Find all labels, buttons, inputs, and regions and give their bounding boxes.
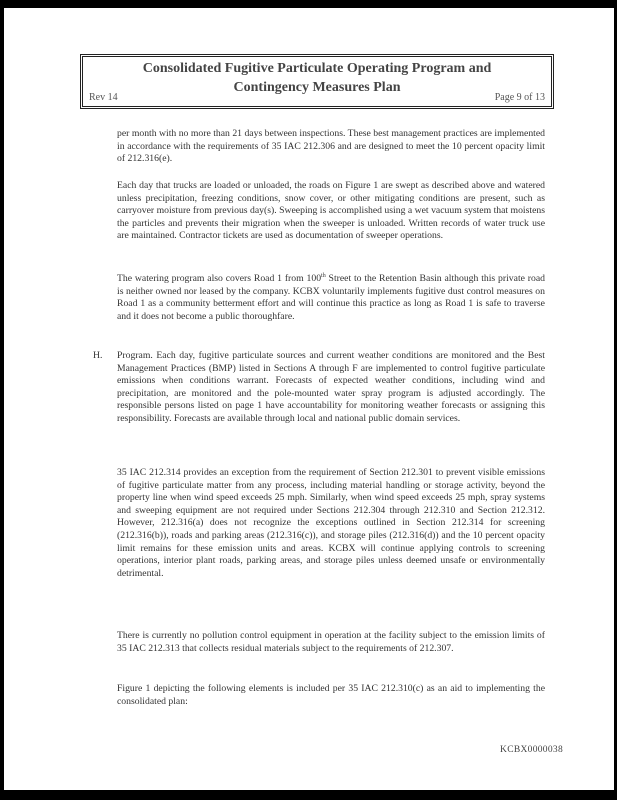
scan-edge-left: [0, 0, 4, 800]
paragraph-road-1-watering: [117, 270, 545, 324]
scan-edge-bottom: [0, 790, 617, 800]
paragraph-pollution-control: There is currently no pollution control equipment in operation at the facility subject to the emission limits of 35 IAC 212.313 that collects residual materials subject to the requirements of 212.307.: [117, 630, 545, 654]
header-title-line1: Consolidated Fugitive Particulate Operating Program and: [142, 61, 492, 76]
paragraph-program: Program. Each day, fugitive particulate sources and current weather conditions are monitored and the Best Management Practices (BMP) listed in Sections A through F are implemented to control fugitive particulate emissions when conditions warrant. Forecasts of expected weather conditions, including wind and precipitation, are monitored and the pole-mounted water spray program is adjusted accordingly. The responsible persons listed on page 1 have accountability for monitoring weather forecasts or assigning this responsibility. Forecasts are available through local and national public domain services.: [117, 350, 545, 424]
scan-edge-top: [0, 0, 617, 8]
road-1-text-end: Street to the Retention Basin although this private road is neither owned nor leased by the company. KCBX voluntarily implements fugitive dust control measures on Road 1 as a community betterment effort and will continue this practice as long as Road 1 is safe to traverse and it does not become a public thoroughfare.: [117, 273, 545, 323]
paragraph-bmp-continued: per month with no more than 21 days between inspections. These best management practices are implemented in accordance with the requirements of 35 IAC 212.306 and are designed to meet the 10 percent opacity limit of 212.316(e).: [117, 128, 545, 165]
paragraph-figure-1: Figure 1 depicting the following elements is included per 35 IAC 212.310(c) as an aid to implementing the consolidated plan:: [117, 683, 545, 707]
road-1-text-start: The watering program also covers Road 1 from 100: [117, 273, 322, 285]
header-title-line2: Contingency Measures Plan: [233, 80, 401, 95]
document-header: [80, 54, 554, 109]
header-revision: Rev 14: [89, 92, 118, 103]
paragraph-wind-exception: 35 IAC 212.314 provides an exception from the requirement of Section 212.301 to prevent visible emissions of fugitive particulate matter from any process, including material handling or storage activity, beyond the property line when wind speed exceeds 25 mph. Similarly, when wind speed exceeds 25 mph, spray systems and sweeping equipment are not required under Sections 212.304 through 212.310 and Section 212.312. However, 212.316(a) does not recognize the exceptions outlined in Section 212.314 for screening (212.316(b)), roads and parking areas (212.316(c)), and storage piles (212.316(d)) and the 10 percent opacity limit remains for these emission units and areas. KCBX will continue applying controls to screening operations, interior plant roads, parking areas, and storage piles unless deemed unsafe or environmentally detrimental.: [117, 467, 545, 579]
bates-number: KCBX0000038: [500, 745, 563, 755]
road-1-superscript: th: [321, 273, 326, 279]
section-h-marker: H.: [93, 350, 103, 361]
paragraph-daily-sweeping: Each day that trucks are loaded or unloaded, the roads on Figure 1 are swept as described above and watered unless precipitation, freezing conditions, snow cover, or other mitigating conditions are present, such as carryover moisture from previous day(s). Sweeping is accomplished using a wet vacuum system that moistens the particles and prevents their migration when the sweeper is unloaded. Written records of water truck use are maintained. Contractor tickets are used as documentation of sweeper operations.: [117, 180, 545, 242]
header-page-number: Page 9 of 13: [494, 92, 545, 103]
